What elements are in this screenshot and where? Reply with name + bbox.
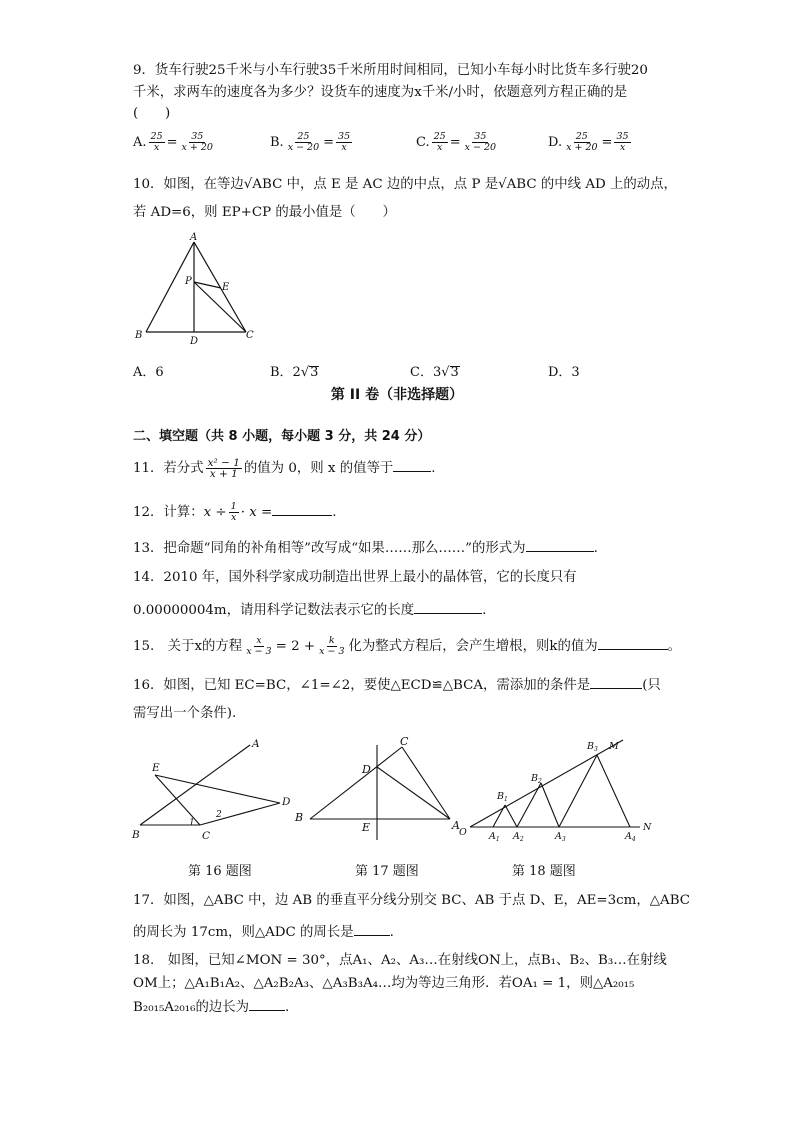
q13: 13．把命题“同角的补角相等”改写成“如果……那么……”的形式为 . — [133, 538, 598, 558]
fig17-label-b: B — [295, 811, 304, 824]
q10-label-c: C — [246, 330, 254, 341]
fig18-label-m: M — [609, 741, 619, 752]
q10-option-c: C．3√3 — [410, 365, 459, 380]
q16-line1: 16．如图，已知 EC=BC，∠1=∠2，要使△ECD≌△BCA，需添加的条件是 (只 — [133, 675, 661, 695]
fig18-label-o: O — [459, 827, 467, 838]
q16-blank[interactable] — [590, 675, 642, 689]
fig17 — [290, 735, 470, 845]
q10-label-d: D — [190, 336, 199, 347]
fig18-label-n: N — [643, 822, 652, 833]
fig18-label-b2: $B_2$ — [531, 773, 542, 785]
q14-line2: 0.00000004m，请用科学记数法表示它的长度 . — [133, 600, 486, 620]
fig18-label-b1: $B_1$ — [497, 791, 508, 803]
q9-line1: 9．货车行驶25千米与小车行驶35千米所用时间相同，已知小车每小时比货车多行驶20 — [133, 63, 648, 78]
fig16 — [130, 735, 300, 845]
q12-blank[interactable] — [272, 502, 332, 516]
q10-figure — [130, 232, 270, 347]
q17-line1: 17．如图，△ABC 中，边 AB 的垂直平分线分别交 BC、AB 于点 D、E，AE=3cm，△ABC — [133, 893, 691, 908]
q14-line1: 14．2010 年，国外科学家成功制造出世界上最小的晶体管，它的长度只有 — [133, 570, 577, 585]
q10-option-b: B．2√3 — [270, 365, 319, 380]
q14-blank[interactable] — [414, 600, 482, 614]
fig16-label-e: E — [152, 762, 160, 774]
fig18-label-a1: $A_1$ — [489, 831, 500, 843]
section-heading: 二、填空题（共 8 小题，每小题 3 分，共 24 分） — [133, 429, 431, 444]
fig16-angle-2: 2 — [216, 810, 222, 820]
q18-line1: 18. 如图，已知∠MON = 30°，点A₁、A₂、A₃…在射线ON上，点B₁、B₂、B₃…在射线 — [133, 953, 667, 968]
section-title: 第 II 卷（非选择题） — [330, 387, 464, 403]
fig17-label-e: E — [362, 821, 371, 834]
fig16-label-a: A — [252, 738, 260, 750]
q10-label-b: B — [135, 330, 143, 341]
fig18-label-b3: $B_3$ — [587, 741, 598, 753]
q10-label-p: P — [185, 276, 192, 287]
q12: 12．计算：x ÷ $\frac{1}{x}$ · x = . — [133, 501, 337, 523]
q9-line3: ( ) — [133, 106, 171, 121]
q18-line2: OM上；△A₁B₁A₂、△A₂B₂A₃、△A₃B₃A₄…均为等边三角形．若OA₁ = 1，则△A₂₀₁₅ — [133, 976, 635, 991]
q10-label-a: A — [190, 232, 198, 243]
fig16-label-c: C — [202, 830, 211, 842]
q15-blank[interactable] — [598, 636, 668, 650]
q10-option-d: D．3 — [548, 365, 580, 380]
fig18-label-a3: $A_3$ — [555, 831, 566, 843]
caption-fig18: 第 18 题图 — [512, 864, 576, 879]
q17-blank[interactable] — [354, 922, 390, 936]
q13-blank[interactable] — [526, 538, 594, 552]
q11: 11．若分式 $\frac{\text{x² − 1}}{x + 1}$ 的值为 0，则 x 的值等于 . — [133, 457, 436, 480]
q10-option-a: A．6 — [133, 365, 164, 380]
q10-segment-pc — [194, 282, 246, 332]
q10-side-ac — [194, 242, 246, 332]
q11-blank[interactable] — [393, 458, 431, 472]
fig18 — [455, 735, 665, 845]
q18-blank[interactable] — [249, 997, 285, 1011]
caption-fig17: 第 17 题图 — [355, 864, 419, 879]
fig16-label-d: D — [282, 796, 291, 808]
q10-line1: 10．如图，在等边√ABC 中，点 E 是 AC 边的中点，点 P 是√ABC 的中线 AD 上的动点， — [133, 177, 677, 192]
q10-label-e: E — [222, 282, 230, 293]
q9-line2: 千米，求两车的速度各为多少？设货车的速度为x千米/小时，依题意列方程正确的是 — [133, 85, 628, 100]
q10-line2: 若 AD=6，则 EP+CP 的最小值是（ ） — [133, 205, 396, 220]
q9-option-a: A. $\frac{25}{x}$ = $\frac{35}{x + 20}$ — [133, 131, 213, 153]
q9-option-c: C. $\frac{25}{x}$ = $\frac{35}{x - 20}$ — [416, 131, 497, 153]
q9-option-b: B. $\frac{25}{x - 20}$ = $\frac{35}{x}$ — [270, 131, 351, 153]
q15: 15. 关于x的方程 $\frac{x}{x - 3}$ = 2 + $\frac{k}{x - 3}$ 化为整式方程后，会产生增根，则k的值为 。 — [133, 635, 682, 657]
fig18-label-a2: $A_2$ — [513, 831, 524, 843]
fig17-label-a: A — [452, 819, 460, 832]
fig17-label-d: D — [362, 763, 371, 776]
fig16-label-b: B — [132, 829, 140, 841]
q9-option-d: D. $\frac{25}{x + 20}$ = $\frac{35}{x}$ — [548, 131, 629, 153]
q17-line2: 的周长为 17cm，则△ADC 的周长是 . — [133, 922, 394, 942]
q18-line3: B₂₀₁₅A₂₀₁₆的边长为 . — [133, 997, 289, 1017]
fig16-angle-1: 1 — [189, 818, 195, 828]
q16-line2: 需写出一个条件). — [133, 706, 237, 721]
caption-fig16: 第 16 题图 — [188, 864, 252, 879]
fig17-label-c: C — [400, 735, 409, 748]
fig18-label-a4: $A_4$ — [625, 831, 636, 843]
q10-side-ab — [146, 242, 194, 332]
